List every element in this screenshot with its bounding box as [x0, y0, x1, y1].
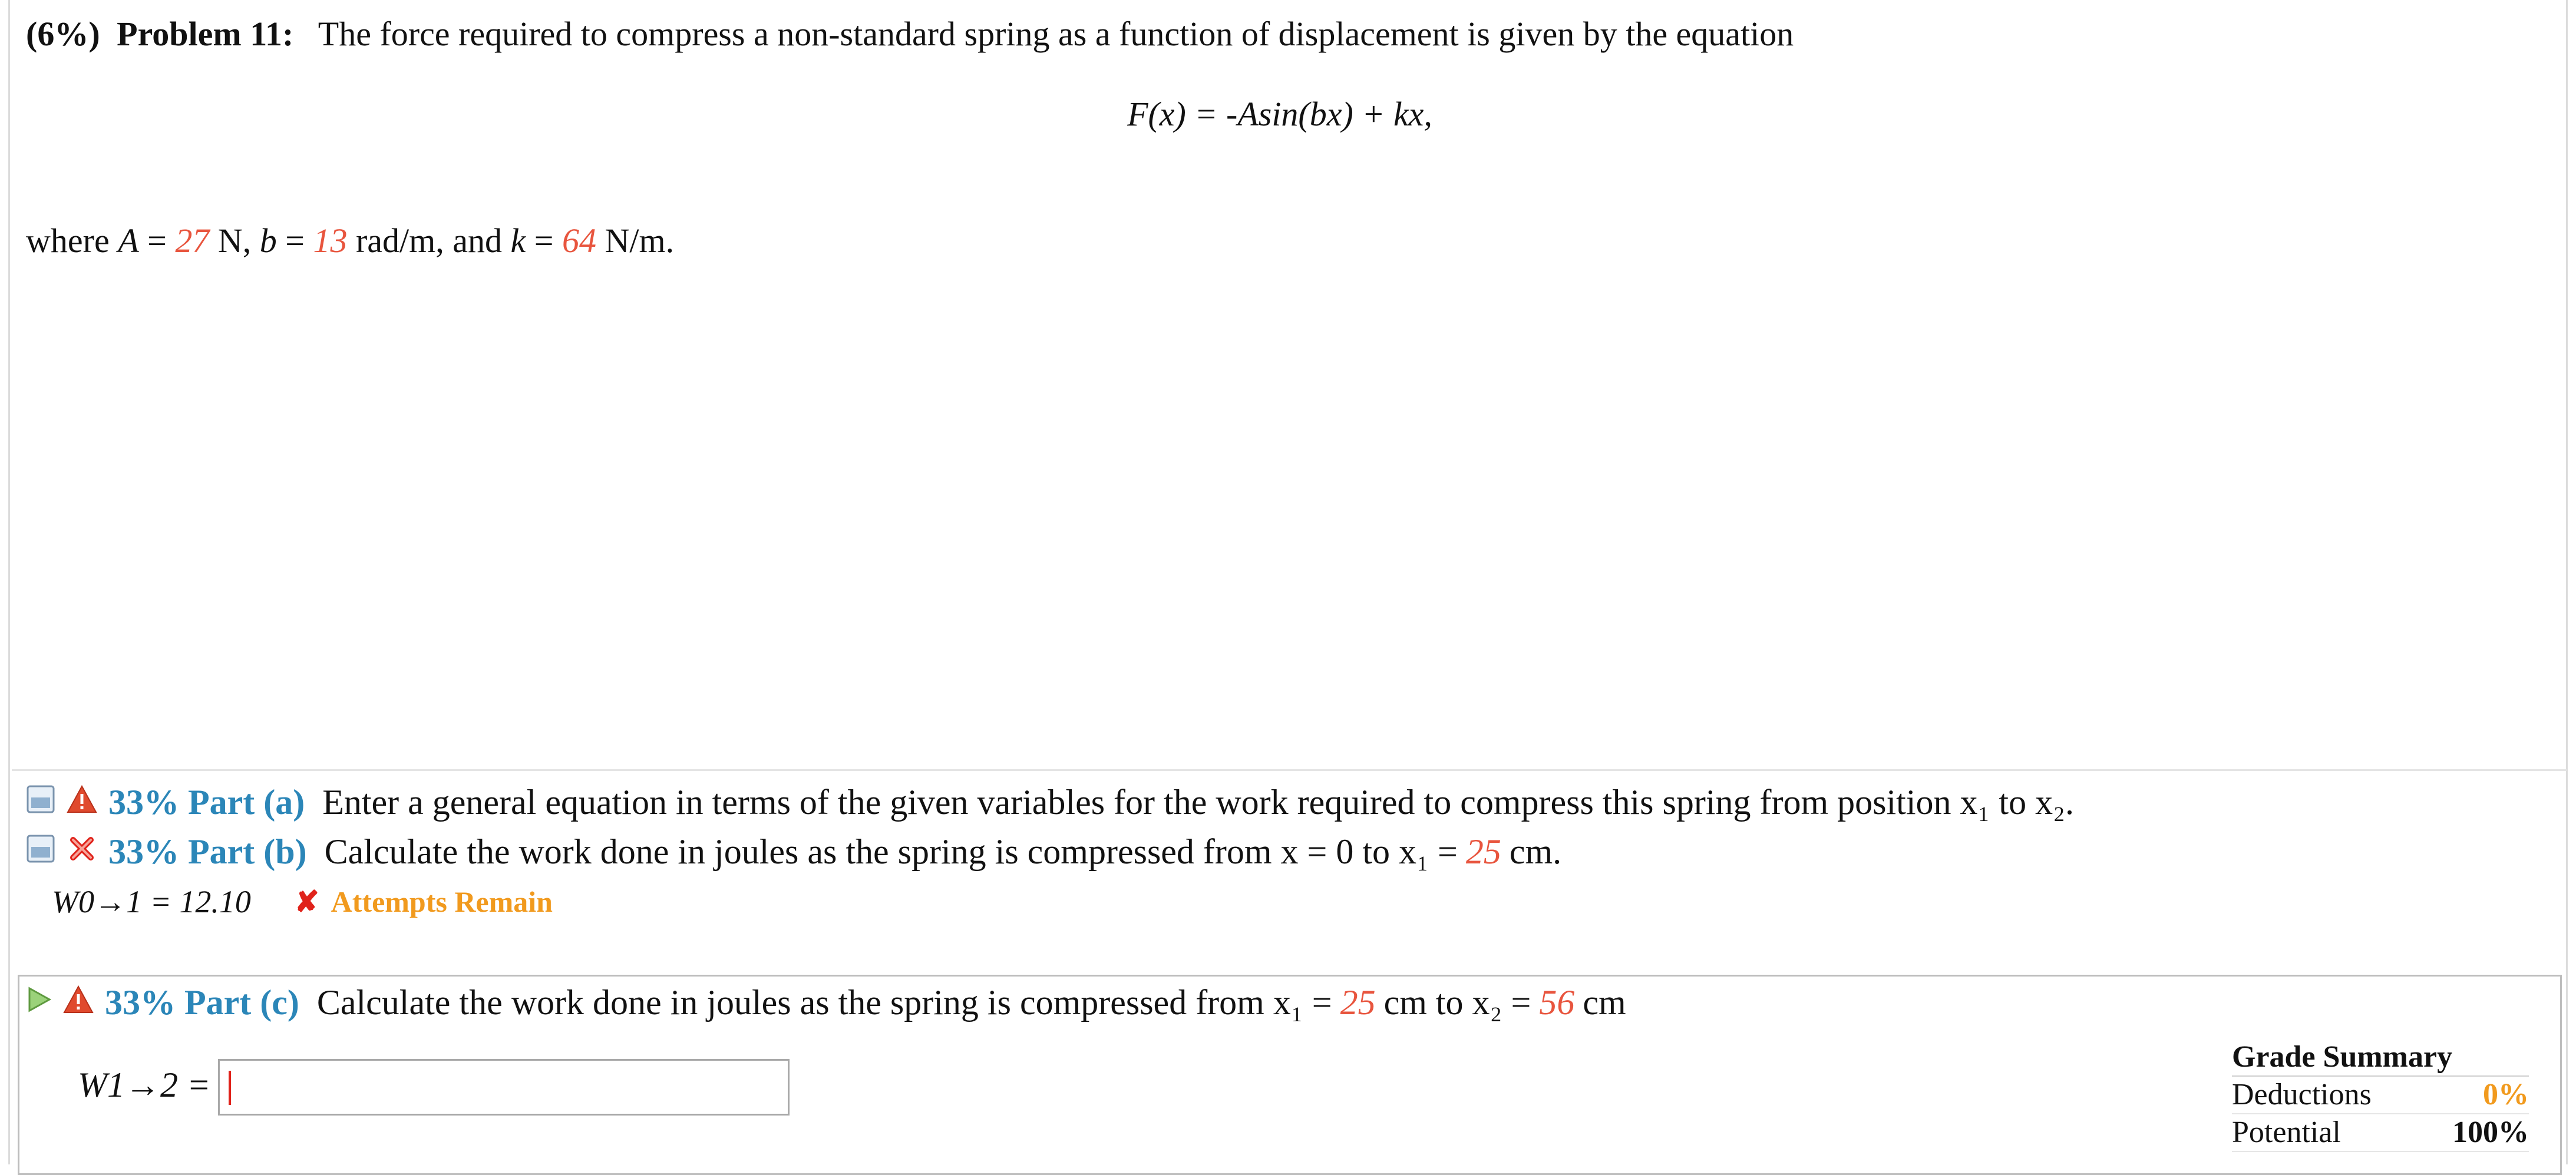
value-k: 64 [562, 221, 596, 260]
warning-icon [62, 982, 94, 1023]
equation-text: F(x) = -Asin(bx) + kx, [1127, 95, 1432, 133]
unit-A: N, [217, 221, 252, 260]
part-b-answer-text: W0→1 = 12.10 [52, 884, 251, 919]
part-b-label: 33% Part (b) [108, 832, 307, 871]
error-icon [66, 832, 98, 872]
part-b-text: Calculate the work done in joules as the spring is compressed from x = 0 to x₁ = [324, 832, 1458, 871]
play-icon[interactable] [26, 982, 52, 1023]
problem-statement [26, 12, 1794, 57]
part-a-text: Enter a general equation in terms of the given variables for the work required to compress this spring from position x₁ to x₂. [322, 783, 2074, 822]
part-b-answer [52, 883, 251, 920]
problem-text: The force required to compress a non-standard spring as a function of displacement is given by the equation [318, 15, 1794, 53]
attempts-status [295, 885, 553, 919]
potential-label: Potential [2232, 1116, 2341, 1149]
w12-label: W1→2 = [78, 1065, 211, 1104]
part-b-unit: cm. [1509, 832, 1562, 871]
part-b-value: 25 [1465, 832, 1501, 871]
part-c-unit: cm [1583, 983, 1626, 1022]
part-c-value2: 56 [1539, 983, 1575, 1022]
where-prefix: where [26, 221, 110, 260]
section-divider [12, 769, 2567, 771]
warning-icon [66, 782, 98, 823]
part-c-text: Calculate the work done in joules as the spring is compressed from x₁ = [316, 983, 1332, 1022]
part-c-label: 33% Part (c) [105, 983, 299, 1022]
unit-b: rad/m, and [355, 221, 502, 260]
grade-summary [2232, 1040, 2529, 1152]
part-b-row[interactable] [26, 832, 1561, 872]
work-answer-input[interactable] [218, 1059, 790, 1116]
deductions-row [2232, 1077, 2529, 1114]
potential-row [2232, 1114, 2529, 1152]
part-a-label: 33% Part (a) [108, 783, 305, 822]
x-icon: ✘ [295, 885, 319, 918]
potential-value: 100% [2452, 1116, 2529, 1149]
deductions-value: 0% [2483, 1078, 2529, 1111]
part-a-row[interactable] [26, 782, 2074, 823]
grade-summary-title: Grade Summary [2232, 1040, 2529, 1077]
text-caret [229, 1071, 231, 1105]
part-c-row[interactable] [26, 982, 1626, 1023]
force-equation [0, 94, 2560, 134]
expand-icon[interactable] [26, 782, 55, 823]
part-c-mid: cm to x₂ = [1383, 983, 1531, 1022]
unit-k: N/m. [605, 221, 675, 260]
given-values: where A = 27 N, b = 13 rad/m, and k = 64 N/m. [26, 221, 675, 260]
value-b: 13 [313, 221, 348, 260]
problem-title: Problem 11: [117, 15, 294, 53]
part-c-input-label [78, 1065, 210, 1106]
problem-weight: (6%) [26, 15, 100, 53]
attempts-text: Attempts Remain [331, 885, 553, 918]
value-A: 27 [175, 221, 210, 260]
deductions-label: Deductions [2232, 1078, 2372, 1111]
expand-icon[interactable] [26, 832, 55, 872]
part-c-value1: 25 [1340, 983, 1376, 1022]
